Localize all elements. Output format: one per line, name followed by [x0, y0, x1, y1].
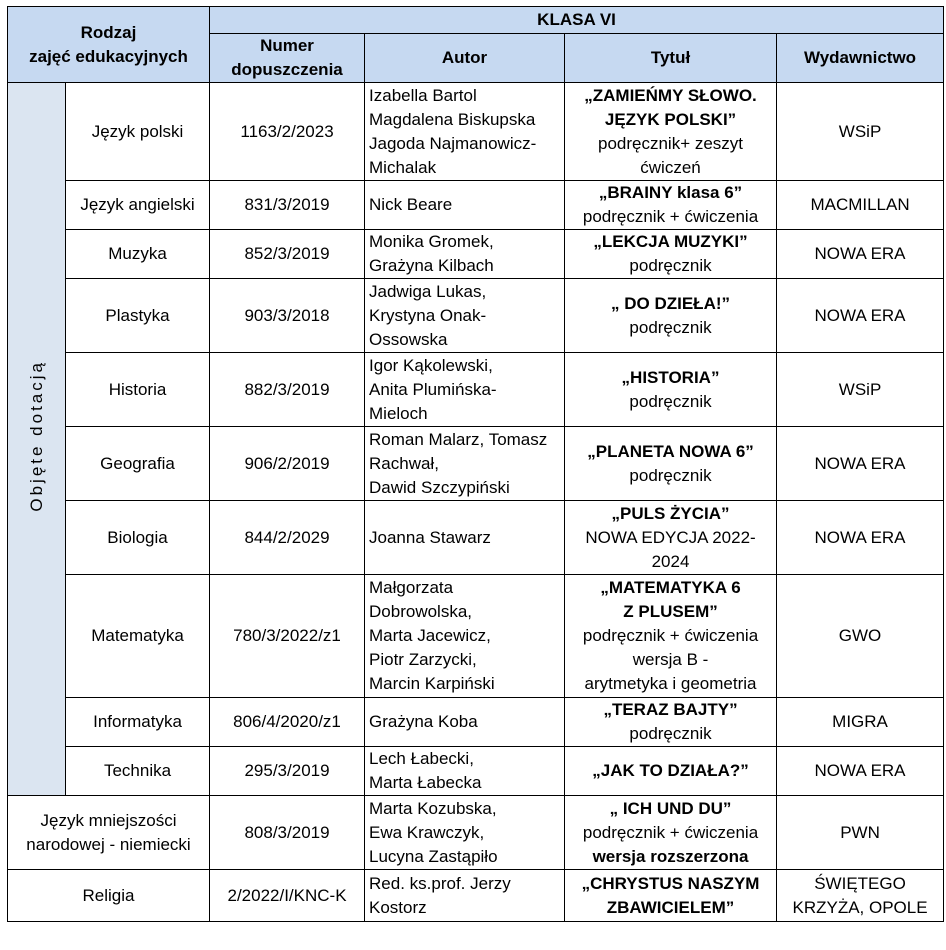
text-line: „TERAZ BAJTY”: [603, 700, 738, 719]
table-row: [8, 870, 944, 922]
title-cell: [565, 353, 777, 427]
text-line: „ZAMIEŃMY SŁOWO.: [584, 85, 757, 105]
publisher-cell: NOWA ERA: [777, 279, 944, 353]
header-numer: Numer dopuszczenia: [210, 34, 365, 83]
text-line: podręcznik: [629, 391, 712, 411]
group-label: Objęte dotacją: [26, 359, 46, 512]
text-line: „BRAINY klasa 6”: [598, 183, 743, 202]
text-line: Jagoda Najmanowicz-: [369, 133, 537, 153]
header-klasa: KLASA VI: [210, 7, 944, 34]
text-line: Religia: [82, 885, 135, 905]
table-row: [8, 427, 944, 501]
subject-cell: Plastyka: [66, 279, 210, 353]
header-rodzaj: Rodzaj zajęć edukacyjnych: [8, 7, 210, 83]
author-cell: [365, 501, 565, 575]
title-cell: [565, 870, 777, 922]
text-line: „MATEMATYKA 6: [600, 578, 741, 597]
text-line: podręcznik: [629, 256, 712, 275]
text-line: NOWA EDYCJA 2022-: [585, 527, 756, 547]
author-cell: [365, 181, 565, 230]
text-line: „JAK TO DZIAŁA?”: [592, 761, 749, 780]
text-line: Grażyna Koba: [369, 712, 478, 731]
subject-cell: Muzyka: [66, 230, 210, 279]
text-line: Anita Plumińska-: [369, 379, 497, 399]
text-line: „HISTORIA”: [621, 367, 720, 387]
text-line: KRZYŻA, OPOLE: [792, 897, 928, 917]
text-line: Lucyna Zastąpiło: [369, 846, 498, 866]
text-line: Kostorz: [369, 897, 427, 917]
number-cell: 852/3/2019: [210, 230, 365, 279]
table-row: [8, 698, 944, 747]
text-line: Piotr Zarzycki,: [369, 650, 477, 669]
subject-cell: Technika: [66, 747, 210, 796]
text-line: podręcznik: [629, 465, 712, 485]
text-line: Rachwał,: [369, 453, 439, 473]
title-cell: [565, 230, 777, 279]
text-line: Nick Beare: [369, 195, 453, 214]
text-line: ŚWIĘTEGO: [814, 873, 906, 893]
number-cell: 780/3/2022/z1: [210, 575, 365, 698]
table-row: [8, 501, 944, 575]
number-cell: 1163/2/2023: [210, 83, 365, 181]
author-cell: [365, 353, 565, 427]
publisher-cell: MIGRA: [777, 698, 944, 747]
number-cell: 808/3/2019: [210, 796, 365, 870]
text-line: „PULS ŻYCIA”: [611, 503, 730, 523]
text-line: wersja rozszerzona: [592, 846, 749, 866]
header-autor: Autor: [365, 34, 565, 83]
text-line: Dawid Szczypiński: [369, 477, 510, 497]
table-row: [8, 181, 944, 230]
table-row: [8, 353, 944, 427]
text-line: Marta Kozubska,: [369, 798, 497, 818]
text-line: Dobrowolska,: [369, 602, 473, 621]
author-cell: [365, 796, 565, 870]
text-line: Lech Łabecki,: [369, 749, 474, 768]
title-cell: [565, 279, 777, 353]
table-row: [8, 796, 944, 870]
header-tytul: Tytuł: [565, 34, 777, 83]
author-cell: [365, 83, 565, 181]
publisher-cell: [777, 870, 944, 922]
text-line: „ DO DZIEŁA!”: [611, 293, 731, 313]
author-cell: [365, 427, 565, 501]
number-cell: 831/3/2019: [210, 181, 365, 230]
text-line: Grażyna Kilbach: [369, 256, 494, 275]
table-row: [8, 747, 944, 796]
text-line: Małgorzata: [369, 578, 454, 597]
title-cell: [565, 181, 777, 230]
subject-cell: Informatyka: [66, 698, 210, 747]
text-line: podręcznik: [629, 317, 712, 337]
text-line: Marta Jacewicz,: [369, 626, 491, 645]
title-cell: [565, 501, 777, 575]
text-line: Mieloch: [369, 403, 428, 423]
author-cell: [365, 575, 565, 698]
text-line: Jadwiga Lukas,: [369, 281, 487, 301]
text-line: 2024: [651, 551, 690, 571]
number-cell: 882/3/2019: [210, 353, 365, 427]
title-cell: [565, 427, 777, 501]
subject-cell: [8, 796, 210, 870]
title-cell: [565, 747, 777, 796]
text-line: podręcznik + ćwiczenia: [582, 626, 759, 645]
author-cell: [365, 747, 565, 796]
header-wydawnictwo: Wydawnictwo: [777, 34, 944, 83]
text-line: Marta Łabecka: [369, 773, 482, 792]
author-cell: [365, 230, 565, 279]
publisher-cell: MACMILLAN: [777, 181, 944, 230]
text-line: podręcznik+ zeszyt: [597, 133, 744, 153]
publisher-cell: NOWA ERA: [777, 747, 944, 796]
table-row: [8, 230, 944, 279]
text-line: Język mniejszości: [40, 810, 177, 830]
text-line: Magdalena Biskupska: [369, 109, 536, 129]
text-line: Z PLUSEM”: [623, 602, 718, 621]
text-line: „CHRYSTUS NASZYM: [581, 873, 760, 893]
text-line: JĘZYK POLSKI”: [604, 109, 737, 129]
author-cell: [365, 279, 565, 353]
text-line: Monika Gromek,: [369, 232, 494, 251]
text-line: PWN: [840, 822, 880, 842]
number-cell: 903/3/2018: [210, 279, 365, 353]
title-cell: [565, 698, 777, 747]
text-line: narodowej - niemiecki: [26, 834, 191, 854]
publisher-cell: WSiP: [777, 353, 944, 427]
text-line: podręcznik: [629, 724, 712, 743]
text-line: podręcznik + ćwiczenia: [582, 207, 759, 226]
table-row: [8, 83, 944, 181]
subject-cell: [8, 870, 210, 922]
text-line: podręcznik + ćwiczenia: [582, 822, 759, 842]
publisher-cell: NOWA ERA: [777, 230, 944, 279]
subject-cell: Język angielski: [66, 181, 210, 230]
text-line: „PLANETA NOWA 6”: [587, 441, 754, 461]
table-row: [8, 575, 944, 698]
text-line: ćwiczeń: [640, 157, 701, 177]
number-cell: 806/4/2020/z1: [210, 698, 365, 747]
text-line: wersja B -: [632, 650, 709, 669]
text-line: Krystyna Onak-: [369, 305, 487, 325]
textbook-table: [7, 6, 944, 922]
text-line: Red. ks.prof. Jerzy: [369, 873, 511, 893]
subject-cell: Geografia: [66, 427, 210, 501]
number-cell: 906/2/2019: [210, 427, 365, 501]
number-cell: 2/2022/I/KNC-K: [210, 870, 365, 922]
number-cell: 295/3/2019: [210, 747, 365, 796]
text-line: „LEKCJA MUZYKI”: [593, 232, 748, 251]
text-line: ZBAWICIELEM”: [606, 897, 735, 917]
subject-cell: Język polski: [66, 83, 210, 181]
publisher-cell: NOWA ERA: [777, 427, 944, 501]
subject-cell: Historia: [66, 353, 210, 427]
text-line: Marcin Karpiński: [369, 674, 495, 693]
title-cell: [565, 83, 777, 181]
publisher-cell: WSiP: [777, 83, 944, 181]
text-line: Joanna Stawarz: [369, 527, 491, 547]
text-line: Izabella Bartol: [369, 85, 477, 105]
author-cell: [365, 870, 565, 922]
group-label-cell: [8, 83, 66, 796]
text-line: arytmetyka i geometria: [584, 674, 757, 693]
publisher-cell: GWO: [777, 575, 944, 698]
title-cell: [565, 796, 777, 870]
text-line: Igor Kąkolewski,: [369, 355, 493, 375]
number-cell: 844/2/2029: [210, 501, 365, 575]
subject-cell: Biologia: [66, 501, 210, 575]
subject-cell: Matematyka: [66, 575, 210, 698]
text-line: Roman Malarz, Tomasz: [369, 429, 548, 449]
text-line: Ossowska: [369, 329, 448, 349]
text-line: „ ICH UND DU”: [609, 798, 732, 818]
publisher-cell: [777, 796, 944, 870]
title-cell: [565, 575, 777, 698]
text-line: Ewa Krawczyk,: [369, 822, 485, 842]
publisher-cell: NOWA ERA: [777, 501, 944, 575]
author-cell: [365, 698, 565, 747]
table-row: [8, 279, 944, 353]
text-line: Michalak: [369, 157, 437, 177]
